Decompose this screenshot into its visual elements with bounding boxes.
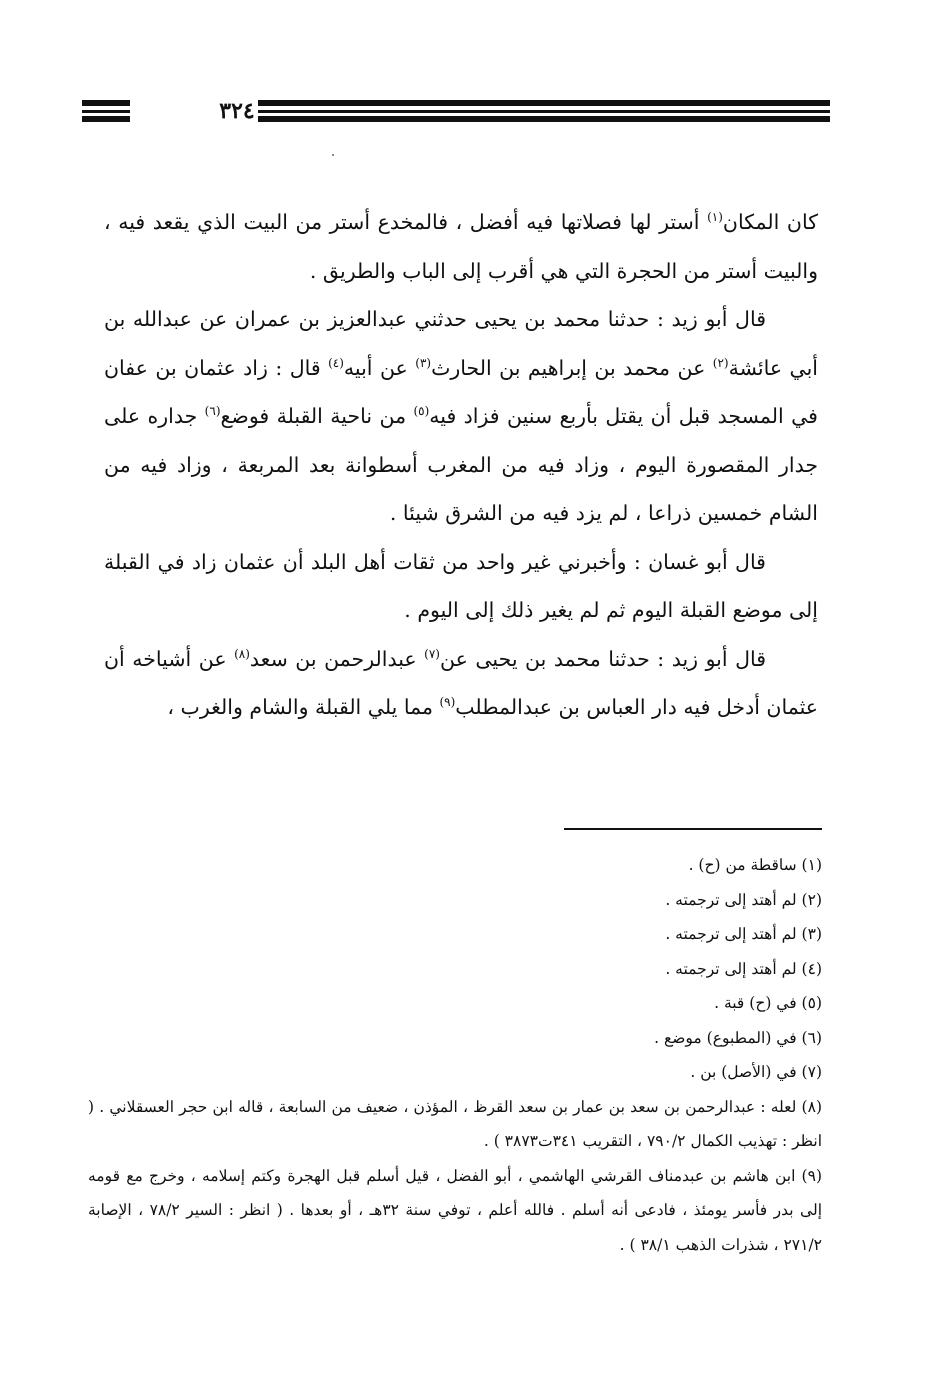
footnote-ref-2: (٢): [712, 355, 729, 370]
page-number: ٣٢٤: [219, 98, 255, 124]
footnote-5: (٥) في (ح) قبة .: [714, 994, 822, 1012]
footnote-ref-8: (٨): [234, 646, 250, 661]
footnote-ref-3: (٣): [415, 355, 432, 370]
footnote-8: (٨) لعله : عبدالرحمن بن سعد بن عمار بن سعد القرظ ، المؤذن ، ضعيف من السابعة ، قاله ابن حجر العسقلاني . ( انظر : تهذيب الكمال ٧٩٠/٢ ، التقريب ٣٤١ت٣٨٧٣ ) .: [88, 1097, 822, 1150]
footnote-ref-7: (٧): [424, 646, 440, 661]
header-rule-left: [82, 100, 130, 122]
footnote-ref-6: (٦): [204, 404, 221, 418]
footnote-1: (١) ساقطة من (ح) .: [688, 856, 822, 874]
footnote-4: (٤) لم أهتد إلى ترجمته .: [665, 959, 822, 978]
footnote-9: (٩) ابن هاشم بن عبدمناف القرشي الهاشمي ، أبو الفضل ، قيل أسلم قبل الهجرة وكتم إسلامه ، وخرج مع قومه إلى بدر فأسر يومئذ ، فادعى أنه أسلم . فالله أعلم ، توفي سنة ٣٢هـ ، أو بعدها . ( انظر : السير ٧٨/٢ ، الإصابة ٢٧١/٢ ، شذرات الذهب ٣٨/١ ) .: [88, 1166, 822, 1254]
footnote-ref-1: (١): [707, 210, 723, 224]
footnote-2: (٢) لم أهتد إلى ترجمته .: [665, 890, 822, 909]
footnote-6: (٦) في (المطبوع) موضع .: [654, 1028, 822, 1047]
paragraph-4: قال أبو زيد : حدثنا محمد بن يحيى عن$^{(٧)}$ عبدالرحمن بن سعد$^{(٨)}$ عن أشياخه أن عثمان أدخل فيه دار العباس بن عبدالمطلب$^{(٩)}$ مما يلي القبلة والشام والغرب ،: [104, 646, 818, 719]
footnote-ref-9: (٩): [439, 695, 456, 709]
page-header: [82, 96, 830, 126]
main-text: [104, 198, 818, 732]
paragraph-2: قال أبو زيد : حدثنا محمد بن يحيى حدثني عبدالعزيز بن عمران عن عبدالله بن أبي عائشة$^{(٢)}$ عن محمد بن إبراهيم بن الحارث$^{(٣)}$ عن أبيه$^{(٤)}$ قال : زاد عثمان بن عفان في المسجد قبل أن يقتل بأربع سنين فزاد فيه$^{(٥)}$ من ناحية القبلة فوضع$^{(٦)}$ جداره على جدار المقصورة اليوم ، وزاد فيه من المغرب أسطوانة بعد المربعة ، وزاد فيه من الشام خمسين ذراعا ، لم يزد فيه من الشرق شيئا .: [104, 307, 818, 525]
footnote-3: (٣) لم أهتد إلى ترجمته .: [665, 925, 822, 943]
paragraph-3: قال أبو غسان : وأخبرني غير واحد من ثقات أهل البلد أن عثمان زاد في القبلة إلى موضع القبلة اليوم ثم لم يغير ذلك إلى اليوم .: [104, 549, 818, 622]
footnote-separator: [564, 828, 822, 830]
footnote-ref-5: (٥): [413, 404, 430, 418]
paragraph-1: كان المكان$^{(١)}$ أستر لها فصلاتها فيه أفضل ، فالمخدع أستر من البيت الذي يقعد فيه ، والبيت أستر من الحجرة التي هي أقرب إلى الباب والطريق .: [104, 210, 818, 283]
print-speck: [332, 154, 334, 156]
footnote-ref-4: (٤): [328, 355, 344, 370]
footnotes: [88, 848, 822, 1262]
footnote-7: (٧) في (الأصل) بن .: [690, 1063, 822, 1081]
header-rule-right: [258, 100, 830, 122]
